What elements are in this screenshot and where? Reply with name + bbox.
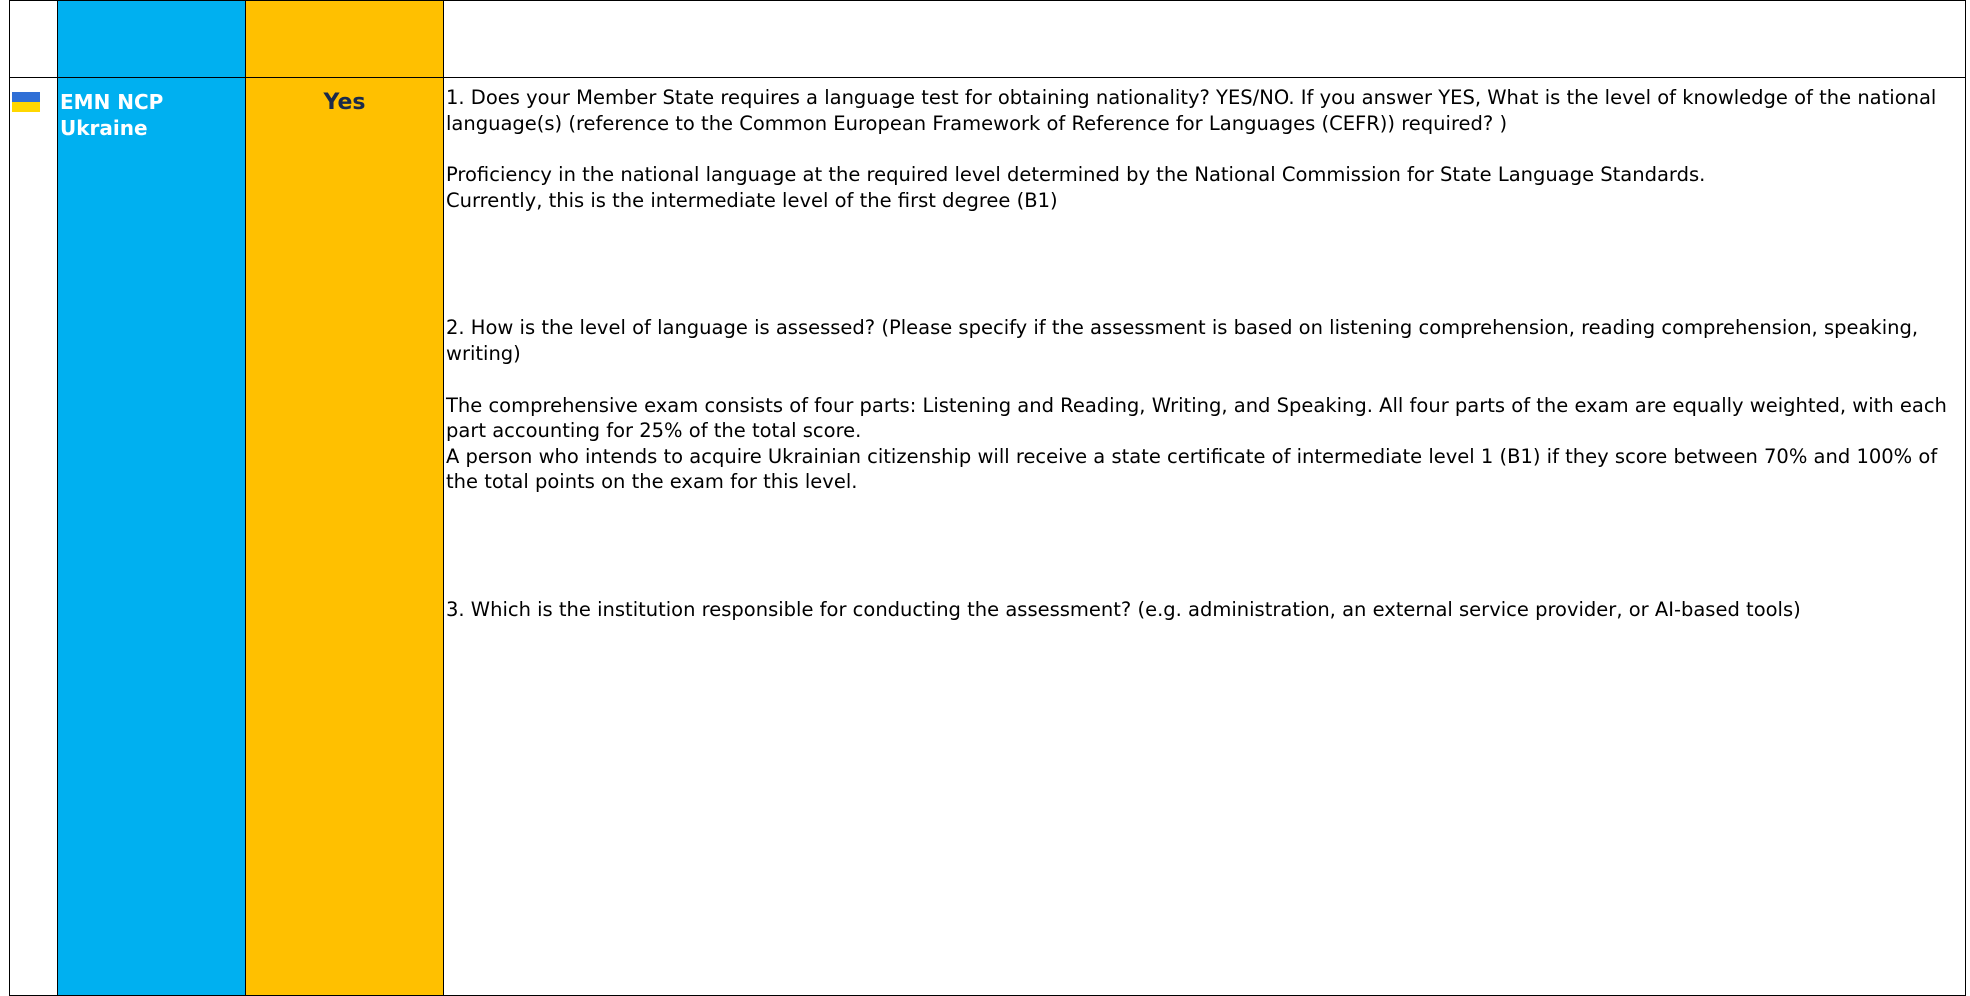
header-answer-cell	[246, 1, 444, 78]
content-text	[444, 78, 1965, 623]
content-cell	[444, 78, 1966, 996]
table-header-row	[10, 1, 1966, 78]
flag-cell	[10, 78, 58, 996]
answer-2-paragraph-1: The comprehensive exam consists of four parts: Listening and Reading, Writing, and Speaking. All four parts of the exam are equally weighted, with each part accounting for 25% of the total score.	[446, 393, 1947, 443]
flag-top-stripe	[12, 92, 40, 102]
answer-1-paragraph-1: Proficiency in the national language at the required level determined by the National Commission for State Language Standards.	[446, 163, 1706, 187]
comparison-table	[9, 0, 1966, 996]
country-name: EMN NCP Ukraine	[60, 90, 164, 140]
question-1: 1. Does your Member State requires a language test for obtaining nationality? YES/NO. If you answer YES, What is the level of knowledge of the national language(s) (reference to the Common European Framework of Reference for Languages (CEFR)) required? )	[446, 86, 1937, 135]
answer-2-paragraph-2: A person who intends to acquire Ukrainian citizenship will receive a state certificate of intermediate level 1 (B1) if they score between 70% and 100% of the total points on the exam for this level.	[446, 444, 1938, 494]
table-row	[10, 78, 1966, 996]
question-2: 2. How is the level of language is assessed? (Please specify if the assessment is based on listening comprehension, reading comprehension, speaking, writing)	[446, 316, 1919, 365]
question-3: 3. Which is the institution responsible for conducting the assessment? (e.g. administration, an external service provider, or AI-based tools)	[446, 597, 1801, 621]
answer-cell	[246, 78, 444, 996]
header-name-cell	[58, 1, 246, 78]
header-flag-cell	[10, 1, 58, 78]
answer-value: Yes	[323, 90, 366, 115]
ukraine-flag-icon	[12, 92, 40, 112]
flag-bottom-stripe	[12, 102, 40, 112]
header-text-cell	[444, 1, 1966, 78]
answer-1-paragraph-2: Currently, this is the intermediate level of the first degree (B1)	[446, 188, 1058, 212]
name-cell	[58, 78, 246, 996]
